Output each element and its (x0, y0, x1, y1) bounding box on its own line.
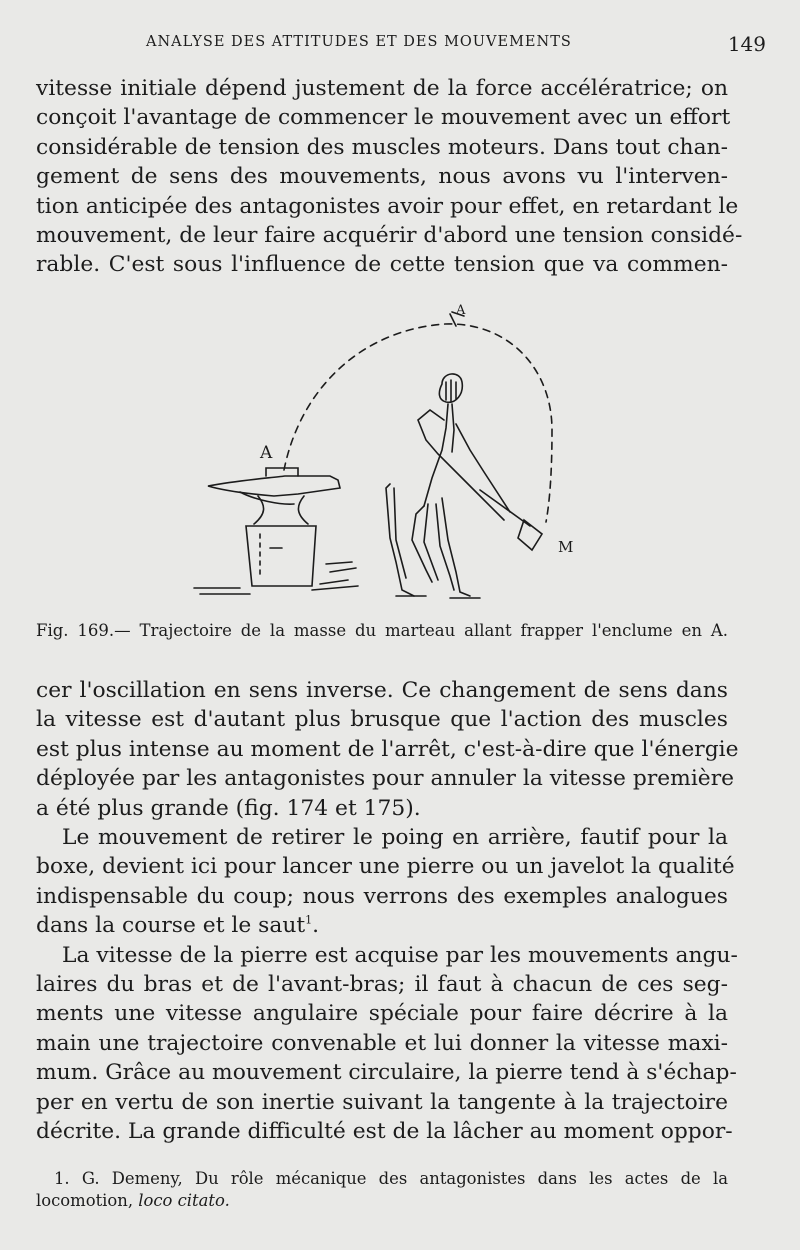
body-text (36, 676, 739, 1147)
label-m: M (558, 538, 574, 556)
hammer-illustration (180, 300, 620, 610)
text-line: laires du bras et de l'avant-bras; il faut à chacun de ces seg- (36, 972, 728, 998)
text-line: vitesse initiale dépend justement de la force accélératrice; on (36, 76, 728, 101)
page-number: 149 (727, 32, 766, 56)
footnote-line (36, 1190, 728, 1212)
text-line: est plus intense au moment de l'arrêt, c'est-à-dire que l'énergie (36, 736, 739, 762)
text-line: mouvement, de leur faire acquérir d'abord une tension considé- (36, 223, 743, 249)
text-line: cer l'oscillation en sens inverse. Ce changement de sens dans (36, 678, 728, 703)
figure-caption: Fig. 169.— Trajectoire de la masse du marteau allant frapper l'enclume en A. (36, 621, 728, 640)
text-line: décrite. La grande difficulté est de la lâcher au moment oppor- (36, 1119, 733, 1145)
text-line: considérable de tension des muscles moteurs. Dans tout chan- (36, 134, 728, 160)
label-top: A (456, 303, 466, 318)
text-line: La vitesse de la pierre est acquise par les mouvements angu- (62, 942, 738, 968)
text-line-with-footnote: dans la course et le saut$^1$. (36, 913, 320, 939)
label-a: A (260, 443, 273, 463)
footnote-line: 1. G. Demeny, Du rôle mécanique des antagonistes dans les actes de la (54, 1169, 728, 1188)
footnote-text: locomotion, (36, 1191, 139, 1210)
footnote-italic: loco citato. (138, 1191, 230, 1210)
text-line: conçoit l'avantage de commencer le mouvement avec un effort (36, 105, 731, 131)
running-head (36, 34, 766, 58)
text-line: boxe, devient ici pour lancer une pierre ou un javelot la qualité (36, 854, 735, 880)
footnote-marker: 1 (305, 913, 313, 927)
footnotes (36, 1168, 728, 1212)
text-line: mum. Grâce au mouvement circulaire, la pierre tend à s'échap- (36, 1060, 737, 1086)
text-line: déployée par les antagonistes pour annuler la vitesse première (36, 766, 735, 792)
paragraph-top (36, 74, 743, 280)
text-line: main une trajectoire convenable et lui donner la vitesse maxi- (36, 1030, 728, 1056)
text-line: tion anticipée des antagonistes avoir pour effet, en retardant le (36, 193, 739, 219)
text-line: a été plus grande (fig. 174 et 175). (36, 795, 421, 821)
text-line: per en vertu de son inertie suivant la tangente à la trajectoire (36, 1089, 728, 1115)
figure-hammer-trajectory (180, 300, 620, 610)
text-line: gement de sens des mouvements, nous avons vu l'interven- (36, 164, 728, 190)
text-line: indispensable du coup; nous verrons des exemples analogues (36, 883, 728, 909)
text-line: la vitesse est d'autant plus brusque que l'action des muscles (36, 707, 728, 733)
text-line: Le mouvement de retirer le poing en arrière, fautif pour la (62, 825, 728, 851)
text-line: ments une vitesse angulaire spéciale pour faire décrire à la (36, 1001, 728, 1027)
running-title: ANALYSE DES ATTITUDES ET DES MOUVEMENTS (146, 34, 572, 50)
text-line: dans la course et le saut (36, 913, 306, 939)
text-line: rable. C'est sous l'influence de cette tension que va commen- (36, 252, 728, 278)
